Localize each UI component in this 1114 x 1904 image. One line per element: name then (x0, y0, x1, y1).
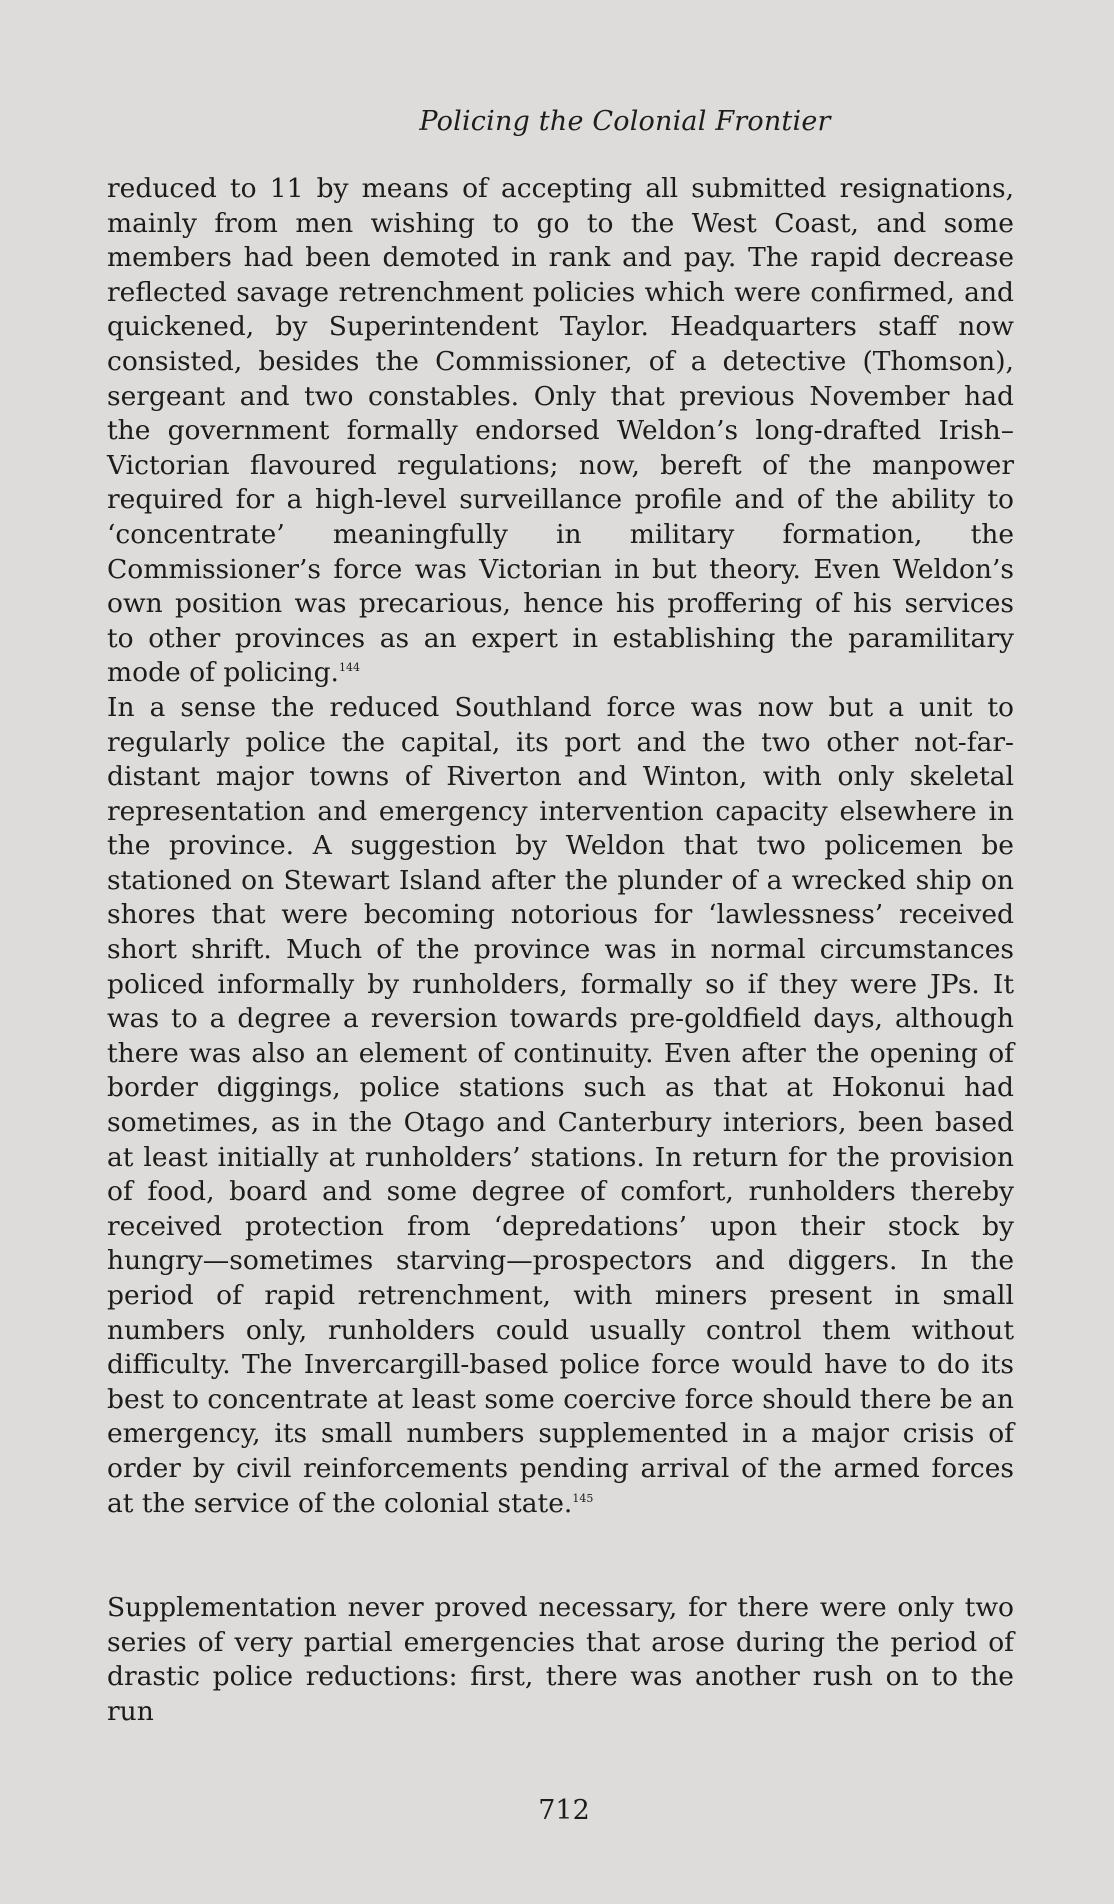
paragraph (107, 172, 1014, 691)
paragraph-text: Supplementation never proved necessary, for there were only two series of very partial emergencies that arose during the period of drastic police reductions: first, there was another rush on to the run (107, 1592, 1014, 1727)
paragraph (107, 1591, 1014, 1729)
footnote-ref: 144 (338, 661, 360, 675)
paragraph-text: reduced to 11 by means of accepting all submitted resignations, mainly from men wishing to go to the West Coast, and some members had been demoted in rank and pay. The rapid decrease reflected savage retrenchment policies which were confirmed, and quickened, by Superintendent Taylor. Headquarters staff now consisted, besides the Commissioner, of a detective (Thomson), sergeant and two constables. Only that previous November had the government formally endorsed Weldon’s long-drafted Irish–Victorian flavoured regulations; now, bereft of the manpower required for a high-level surveillance profile and of the ability to ‘concentrate’ meaningfully in military formation, the Commissioner’s force was Victorian in but theory. Even Weldon’s own position was precarious, hence his proffering of his services to other provinces as an expert in establishing the paramilitary mode of policing. (107, 173, 1014, 689)
footnote-ref: 145 (572, 1491, 594, 1505)
body-text (107, 172, 1014, 1730)
paragraph-text: In a sense the reduced Southland force was now but a unit to regularly police the capital, its port and the two other not-far-distant major towns of Riverton and Winton, with only skeletal representation and emergency intervention capacity elsewhere in the province. A suggestion by Weldon that two policemen be stationed on Stewart Island after the plunder of a wrecked ship on shores that were becoming notorious for ‘lawlessness’ received short shrift. Much of the province was in normal circumstances policed informally by runholders, formally so if they were JPs. It was to a degree a reversion towards pre-goldfield days, although there was also an element of continuity. Even after the opening of border diggings, police stations such as that at Hokonui had sometimes, as in the Otago and Canterbury interiors, been based at least initially at runholders’ stations. In return for the provision of food, board and some degree of comfort, runholders thereby received protection from ‘depredations’ upon their stock by hungry—sometimes starving—prospectors and diggers. In the period of rapid retrenchment, with miners present in small numbers only, runholders could usually control them without difficulty. The Invercargill-based police force would have to do its best to concentrate at least some coercive force should there be an emergency, its small numbers supplemented in a major crisis of order by civil reinforcements pending arrival of the armed forces at the service of the colonial state. (107, 691, 1014, 1519)
page-number: 712 (538, 1795, 590, 1826)
running-head: Policing the Colonial Frontier (419, 106, 831, 137)
paragraph (107, 691, 1014, 1521)
